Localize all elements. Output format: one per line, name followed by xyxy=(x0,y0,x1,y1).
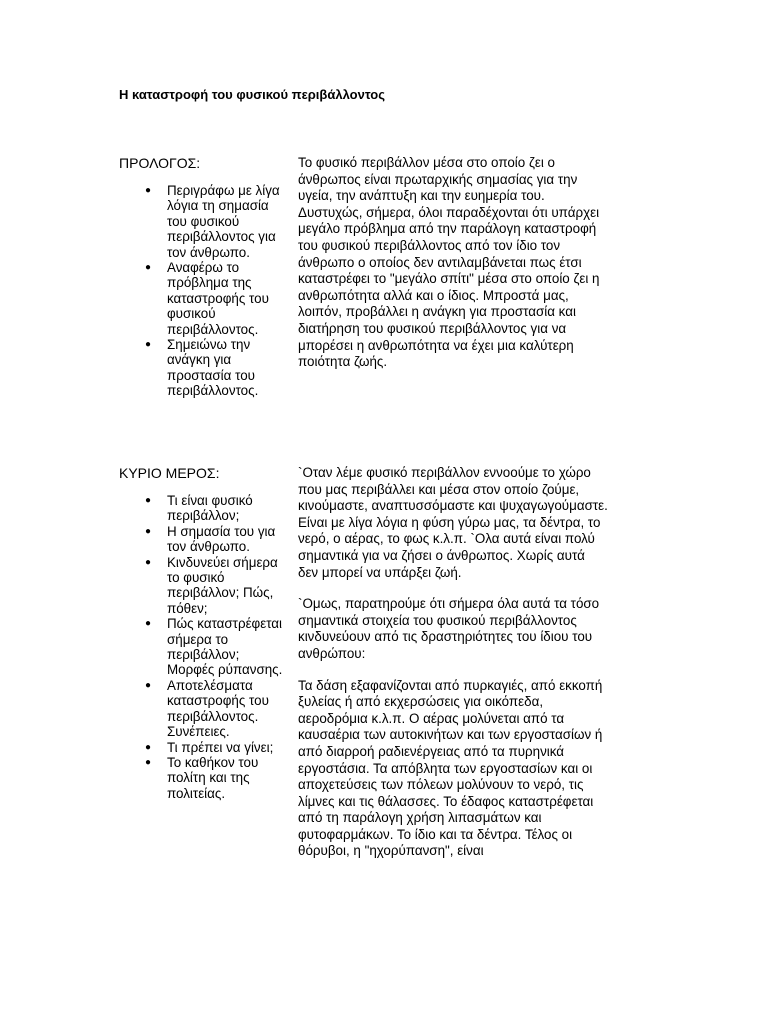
bullet-icon: ● xyxy=(145,741,152,753)
outline-item: ● Περιγράφω με λίγα λόγια τη σημασία του φυσικού περιβάλλοντος για τον άνθρωπο. xyxy=(145,183,280,260)
body-paragraph: Το φυσικό περιβάλλον μέσα στο οποίο ζει ο άνθρωπος είναι πρωταρχικής σημασίας για την υγεία, την ανάπτυξη και την ευημερία του. Δυστυχώς, σήμερα, όλοι παραδέχονται ότι υπάρχει μεγάλο πρόβλημα από την παράλογη καταστροφή του φυσικού περιβάλλοντος από τον ίδιο τον άνθρωπο ο οποίος δεν αντιλαμβάνεται πως έτσι καταστρέφει το "μεγάλο σπίτι" μέσα στο οποίο ζει η ανθρωπότητα αλλά και ο ίδιος. Μπροστά μας, λοιπόν, προβάλλει η ανάγκη για προστασία και διατήρηση του φυσικού περιβάλλοντος για να μπορέσει η ανθρωπότητα να έχει μια καλύτερη ποιότητα ζωής. xyxy=(298,155,600,370)
bullet-icon: ● xyxy=(145,618,152,630)
body-column xyxy=(298,465,608,875)
outline-item: ● Κινδυνεύει σήμερα το φυσικό περιβάλλον; Πώς, πόθεν; xyxy=(145,554,278,616)
document-title: Η καταστροφή του φυσικού περιβάλλοντος xyxy=(119,87,385,102)
outline-item: ● Σημειώνω την ανάγκη για προστασία του περιβάλλοντος. xyxy=(145,337,259,399)
section-heading: ΚΥΡΙΟ ΜΕΡΟΣ: xyxy=(119,465,220,481)
bullet-icon: ● xyxy=(145,525,152,537)
outline-item: ● Η σημασία του για τον άνθρωπο. xyxy=(145,523,276,555)
outline-item: ● Τι πρέπει να γίνει; xyxy=(145,739,274,755)
bullet-icon: ● xyxy=(145,756,152,768)
outline-list xyxy=(119,493,289,801)
body-paragraph: Τα δάση εξαφανίζονται από πυρκαγιές, από εκκοπή ξυλείας ή από εκχερσώσεις για οικόπεδα, αεροδρόμια κ.λ.π. Ο αέρας μολύνεται από τα καυσαέρια των αυτοκινήτων και των εργοστασίων ή από διαρροή ραδιενέργειας από τα πυρηνικά εργοστάσια. Τα απόβλητα των εργοστασίων και οι αποχετεύσεις των πόλεων μολύνουν το νερό, τις λίμνες και τις θάλασσες. Το έδαφος καταστρέφεται από τη παράλογη χρήση λιπασμάτων και φυτοφαρμάκων. Το ίδιο και τα δέντρα. Τέλος οι θόρυβοι, η "ηχορύπανση", είναι xyxy=(298,677,603,859)
outline-list xyxy=(119,183,289,399)
outline-column xyxy=(119,465,289,801)
bullet-icon: ● xyxy=(145,262,152,274)
body-paragraph: `Οταν λέμε φυσικό περιβάλλον εννοούμε το χώρο που μας περιβάλλει και μέσα στον οποίο ζούμε, κινούμαστε, αναπτυσσόμαστε και ψυχαγωγούμαστε. Είναι με λίγα λόγια η φύση γύρω μας, τα δέντρα, το νερό, ο αέρας, το φως κ.λ.π. `Ολα αυτά είναι πολύ σημαντικά για να ζήσει ο άνθρωπος. Χωρίς αυτά δεν μπορεί να υπάρξει ζωή. xyxy=(298,465,608,580)
body-column xyxy=(298,155,608,386)
outline-item: ● Τι είναι φυσικό περιβάλλον; xyxy=(145,493,253,524)
bullet-icon: ● xyxy=(145,495,152,506)
outline-column xyxy=(119,155,289,399)
section-heading: ΠΡΟΛΟΓΟΣ: xyxy=(119,155,201,171)
bullet-icon: ● xyxy=(145,556,152,568)
outline-item: ● Πώς καταστρέφεται σήμερα το περιβάλλον; Μορφές ρύπανσης. xyxy=(145,616,283,678)
bullet-icon: ● xyxy=(145,679,152,691)
outline-item: ● Το καθήκον του πολίτη και της πολιτείας. xyxy=(145,754,259,801)
bullet-icon: ● xyxy=(145,185,152,196)
outline-item: ● Αναφέρω το πρόβλημα της καταστροφής του φυσικού περιβάλλοντος. xyxy=(145,260,269,337)
body-paragraph: `Ομως, παρατηρούμε ότι σήμερα όλα αυτά τα τόσο σημαντικά στοιχεία του φυσικού περιβάλλοντος κινδυνεύουν από τις δραστηριότητες του ίδιου του ανθρώπου: xyxy=(298,596,600,661)
bullet-icon: ● xyxy=(145,339,152,351)
outline-item: ● Αποτελέσματα καταστροφής του περιβάλλοντος. Συνέπειες. xyxy=(145,677,269,740)
